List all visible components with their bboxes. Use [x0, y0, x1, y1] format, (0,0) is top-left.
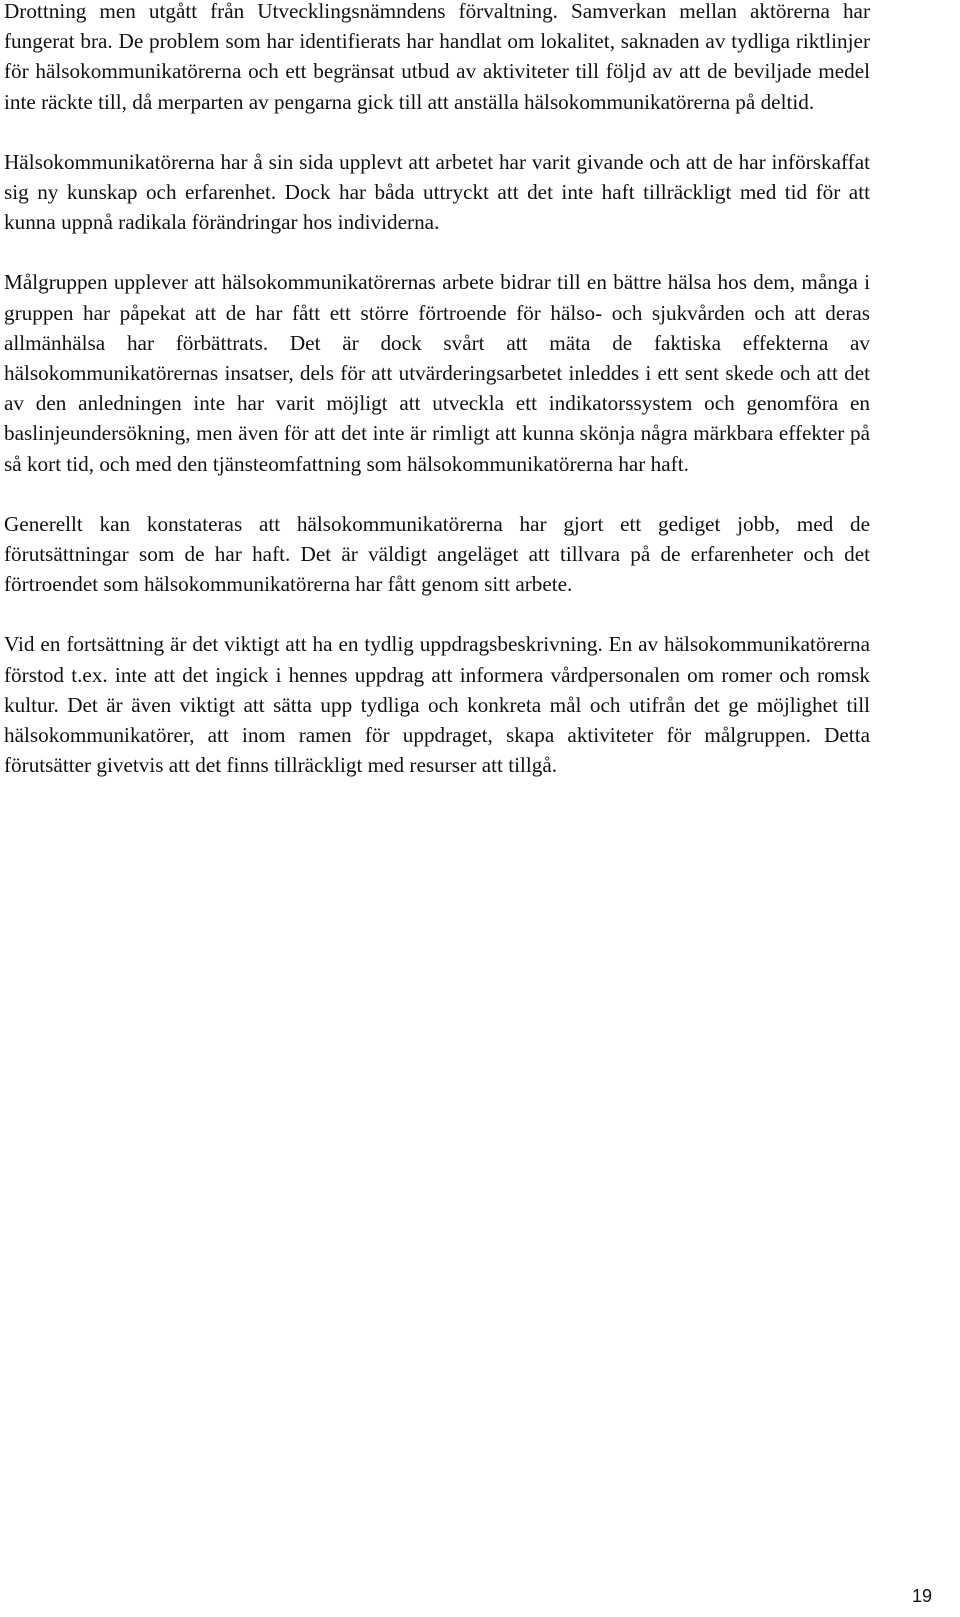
paragraph: Drottning men utgått från Utvecklingsnämndens förvaltning. Samverkan mellan aktörerna har fungerat bra. De problem som har identifierats har handlat om lokalitet, saknaden av tydliga riktlinjer för hälsokommunikatörerna och ett begränsat utbud av aktiviteter till följd av att de beviljade medel inte räckte till, då merparten av pengarna gick till att anställa hälsokommunikatörerna på deltid.	[4, 0, 870, 114]
paragraph: Generellt kan konstateras att hälsokommunikatörerna har gjort ett gediget jobb, med de förutsättningar som de har haft. Det är väldigt angeläget att tillvara på de erfarenheter och det förtroendet som hälsokommunikatörerna har fått genom sitt arbete.	[4, 511, 870, 597]
paragraph: Målgruppen upplever att hälsokommunikatörernas arbete bidrar till en bättre hälsa hos dem, många i gruppen har påpekat att de har fått ett större förtroende för hälso- och sjukvården och att deras allmänhälsa har förbättrats. Det är dock svårt att mäta de faktiska effekterna av hälsokommunikatörernas insatser, dels för att utvärderingsarbetet inleddes i ett sent skede och att det av den anledningen inte har varit möjligt att utveckla ett indikatorssystem och genomföra en baslinjeundersökning, men även för att det inte är rimligt att kunna skönja några märkbara effekter på så kort tid, och med den tjänsteomfattning som hälsokommunikatörerna har haft.	[4, 270, 870, 476]
page-number: 19	[911, 1586, 932, 1606]
paragraph: Vid en fortsättning är det viktigt att ha en tydlig uppdragsbeskrivning. En av hälsokommunikatörerna förstod t.ex. inte att det ingick i hennes uppdrag att informera vårdpersonalen om romer och romsk kultur. Det är även viktigt att sätta upp tydliga och konkreta mål och utifrån det ge möjlighet till hälsokommunikatörer, att inom ramen för uppdraget, skapa aktiviteter för målgruppen. Detta förutsätter givetvis att det finns tillräckligt med resurser att tillgå.	[4, 632, 870, 778]
document-body	[4, 0, 870, 810]
paragraph: Hälsokommunikatörerna har å sin sida upplevt att arbetet har varit givande och att de har införskaffat sig ny kunskap och erfarenhet. Dock har båda uttryckt att det inte haft tillräckligt med tid för att kunna uppnå radikala förändringar hos individerna.	[4, 149, 870, 235]
